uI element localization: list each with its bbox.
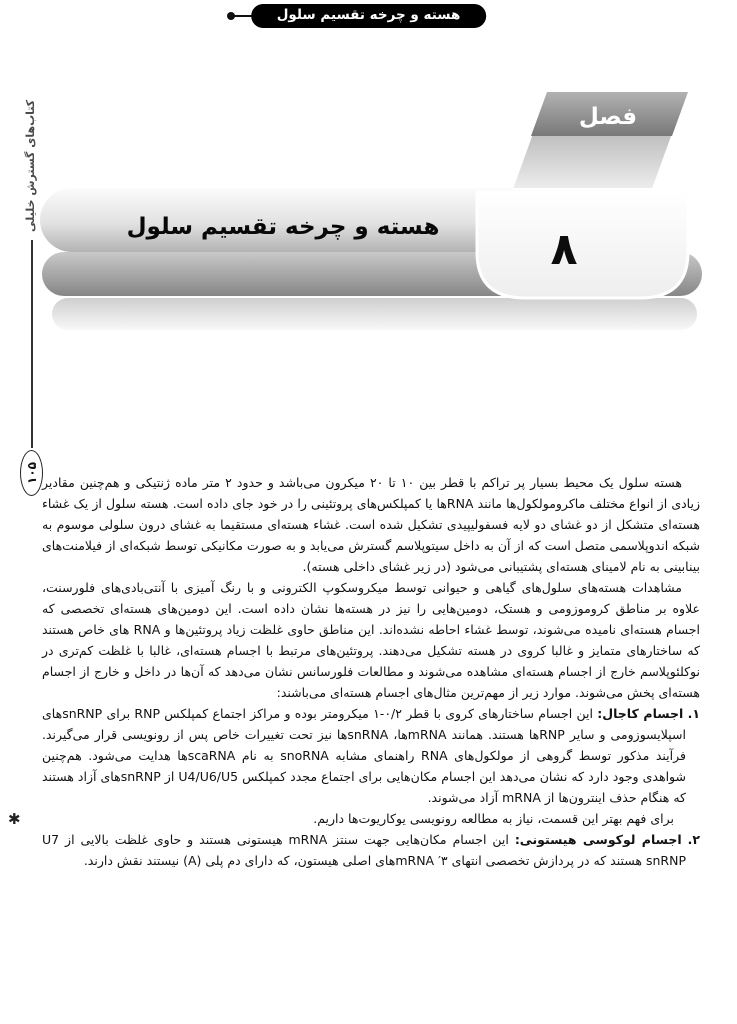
item-number: ۲. <box>687 832 700 847</box>
chapter-title: هسته و چرخه تقسیم سلول <box>126 214 440 240</box>
study-note <box>8 808 674 829</box>
chapter-label: فصل <box>578 104 638 130</box>
banner-band-fade <box>52 298 697 330</box>
running-header-title: هسته و چرخه تقسیم سلول <box>251 4 487 28</box>
list-item-cajal-bodies <box>42 703 700 808</box>
item-title: اجسام کاجال: <box>597 706 684 721</box>
paragraph-nucleus-intro: هسته سلول یک محیط بسیار پر تراکم با قطر بین ۱۰ تا ۲۰ میکرون می‌باشد و حدود ۲ متر ماده ژنتیکی و هم‌چنین مقادیر زیادی از انواع مختلف ماکرومولکول‌ها مانند RNAها یا کمپلکس‌های پروتئینی را در خود جای داده است. هسته سلول از یک غشاء هسته‌ای متشکل از دو غشای دو لایه فسفولیپیدی تشکیل شده است. غشاء هسته‌ای مستقیما به غشای درون سلولی موسوم به شبکه اندوپلاسمی متصل است که از آن به داخل سیتوپلاسم گسترش می‌یابد و به صورت مکانیکی توسط شبکه‌ای از فیلامنت‌های بینابینی به نام لامینای هسته‌ای پشتیبانی می‌شود (در زیر غشای داخلی هسته). <box>42 475 700 574</box>
publisher-watermark: کتاب‌های گسترش خلیلی <box>24 99 37 232</box>
item-text: این اجسام مکان‌هایی جهت سنتز mRNA هیستونی هستند و حاوی غلظت بالایی از U7 snRNP هستند که در پردازش تخصصی انتهای ۳′ mRNAهای اصلی هیستون، که دارای دم پلی (A) نیستند نقش دارند. <box>42 832 686 868</box>
chapter-banner <box>40 86 705 334</box>
item-title: اجسام لوکوسی هیستونی: <box>514 832 682 847</box>
chapter-number: ۸ <box>550 224 578 275</box>
page-number: ۱۰۵ <box>24 462 39 484</box>
page-number-badge <box>20 450 43 496</box>
note-text: برای فهم بهتر این قسمت، نیاز به مطالعه رونویسی یوکاریوت‌ها داریم. <box>313 811 674 826</box>
spine-rule <box>31 240 33 448</box>
paragraph-nuclear-bodies: مشاهدات هسته‌های سلول‌های گیاهی و حیوانی توسط میکروسکوپ الکترونی و با رنگ آمیزی با آنتی‌بادی‌های فلورسنت، علاوه بر مناطق کروموزومی و هستک، دومین‌هایی را نیز در هسته‌ها نشان داده است. این دومین‌های هسته‌ای تخصصی که اجسام هسته‌ای نامیده می‌شوند، توسط غشاء احاطه نشده‌اند. این مناطق حاوی غلظت زیاد پروتئین‌ها و RNA های خاص هستند که ساختارهای متمایز و غالبا کروی در هسته تشکیل می‌دهند. پروتئین‌های مرتبط با اجسام هسته‌ای، غالبا با غلظت کم‌تری در نوکلئوپلاسم خارج از اجسام هسته‌ای مشاهده می‌شوند و مطالعات فلورسانس نشان می‌دهد که آن‌ها در داخل و خارج از اجسام هسته‌ای پخش می‌شوند. موارد زیر از مهم‌ترین مثال‌های اجسام هسته‌ای می‌باشند: <box>42 580 701 700</box>
note-icon: ✱ <box>8 810 21 828</box>
chapter-number-capsule <box>477 192 688 298</box>
item-text: این اجسام ساختارهای کروی با قطر ۰/۲-۱ میکرومتر بوده و مراکز اجتماع کمپلکس RNP برای snRNPهای اسپلایسوزومی و سایر RNPها هستند. همانند mRNAها، snRNAها نیز تحت تغییرات خاص پس از رونویسی قرار می‌گیرند. فرآیند مذکور توسط گروهی از مولکول‌های RNA راهنمای مشابه snoRNA به نام scaRNAها هدایت می‌شود. هم‌چنین شواهدی وجود دارد که نشان می‌دهد این اجسام مکان‌هایی برای اجتماع مجدد کمپلکس U4/U6/U5 از snRNPهای آزاد هستند که هنگام حذف اینترون‌ها از mRNA آزاد می‌شوند. <box>42 706 687 805</box>
list-item-histone-locus-bodies <box>42 829 700 871</box>
item-number: ۱. <box>687 706 700 721</box>
